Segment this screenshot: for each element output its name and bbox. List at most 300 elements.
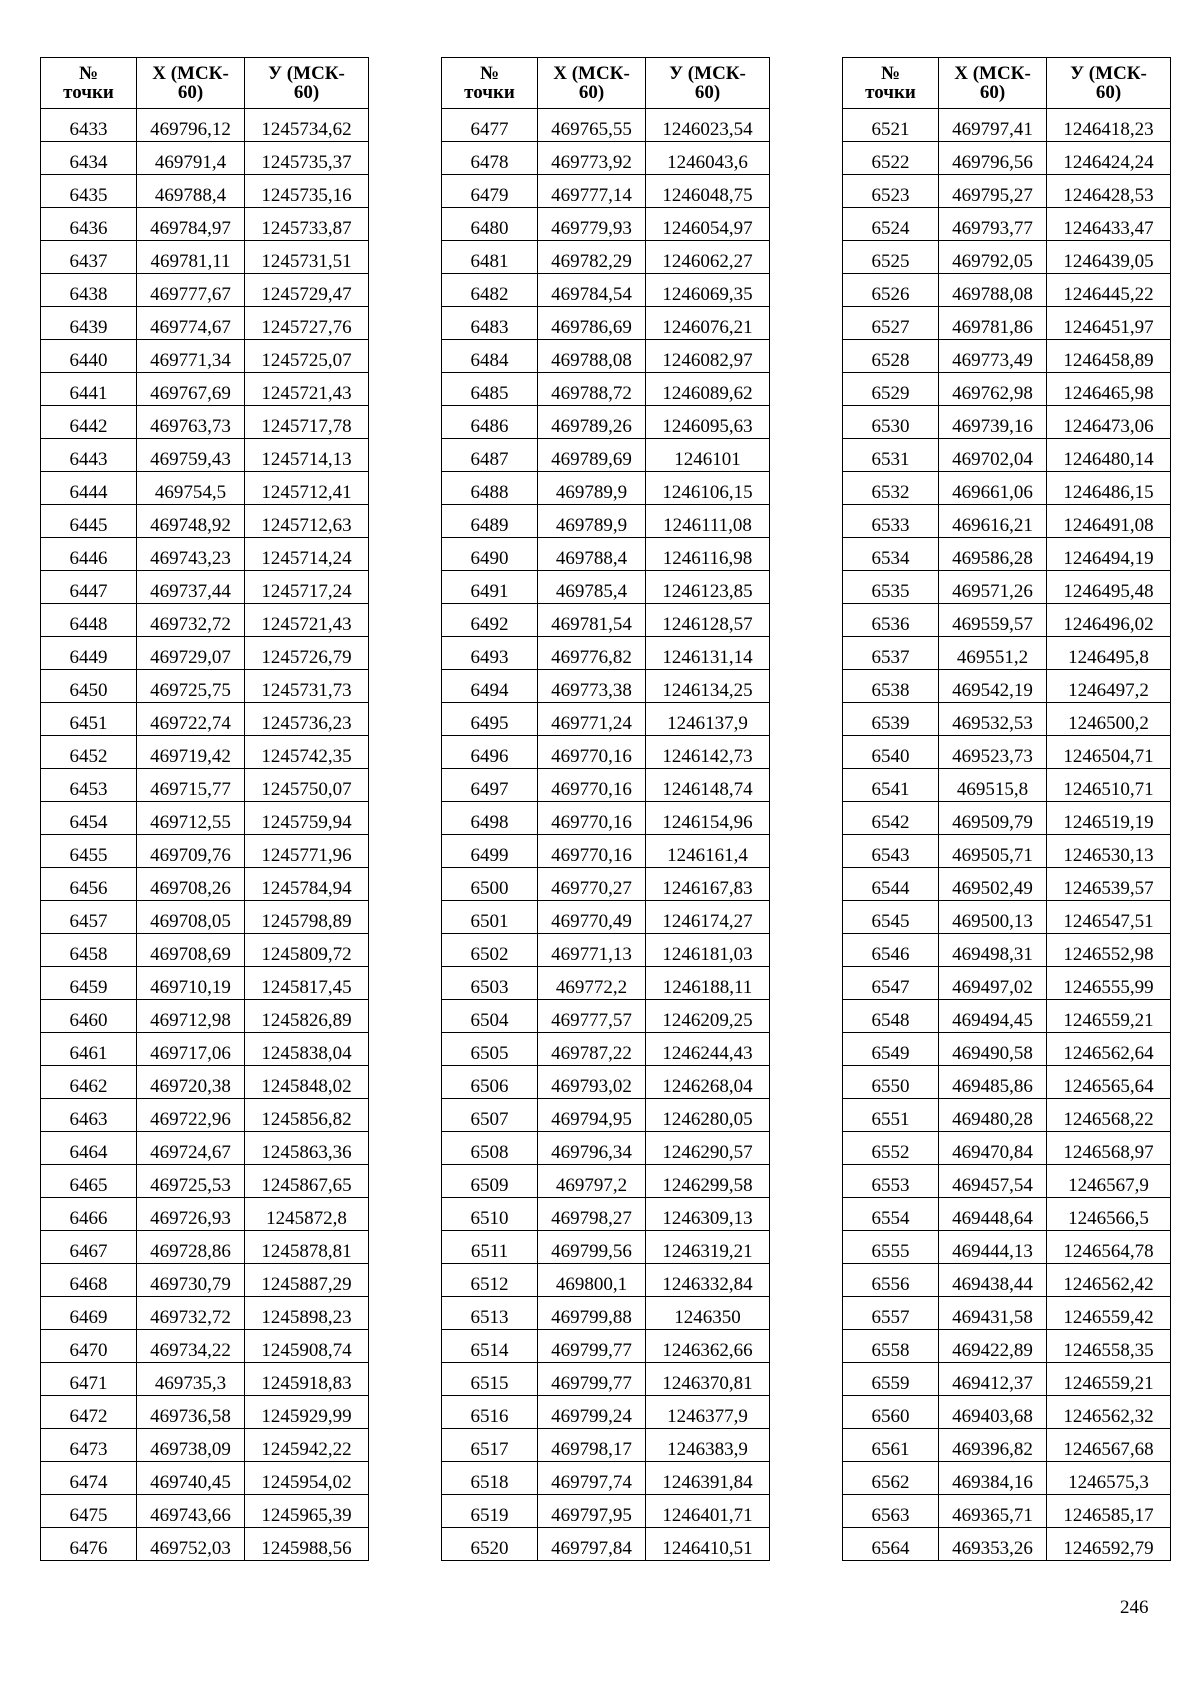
cell-value: 469797,84 xyxy=(551,1538,632,1559)
table-header-row xyxy=(442,58,770,109)
cell-value: 469532,53 xyxy=(952,713,1033,734)
point-number-cell xyxy=(843,1066,939,1099)
cell-value: 6531 xyxy=(871,449,910,470)
cell-value: 1245717,78 xyxy=(261,416,352,437)
cell-value: 469748,92 xyxy=(150,515,231,536)
x-coordinate-cell xyxy=(137,703,245,736)
cell-value: 6435 xyxy=(69,185,108,206)
cell-value: 6555 xyxy=(871,1241,910,1262)
x-coordinate-cell xyxy=(538,472,646,505)
cell-value: 1246076,21 xyxy=(662,317,753,338)
table-row xyxy=(442,1099,770,1132)
cell-value: 1245726,79 xyxy=(261,647,352,668)
cell-value: 469771,34 xyxy=(150,350,231,371)
cell-value: 469740,45 xyxy=(150,1472,231,1493)
y-coordinate-cell xyxy=(646,967,770,1000)
cell-value: 1245729,47 xyxy=(261,284,352,305)
cell-value: 469709,76 xyxy=(150,845,231,866)
x-coordinate-cell xyxy=(137,934,245,967)
cell-value: 1246465,98 xyxy=(1063,383,1154,404)
cell-value: 1245838,04 xyxy=(261,1043,352,1064)
cell-value: 1246268,04 xyxy=(662,1076,753,1097)
cell-value: 1246575,3 xyxy=(1068,1472,1149,1493)
cell-value: 1245712,41 xyxy=(261,482,352,503)
table-row xyxy=(843,1033,1171,1066)
cell-value: 469353,26 xyxy=(952,1538,1033,1559)
cell-value: 6448 xyxy=(69,614,108,635)
cell-value: 469708,05 xyxy=(150,911,231,932)
x-coordinate-cell xyxy=(939,868,1047,901)
cell-value: 469797,95 xyxy=(551,1505,632,1526)
cell-value: 1246433,47 xyxy=(1063,218,1154,239)
table-row xyxy=(843,406,1171,439)
y-coordinate-cell xyxy=(245,241,369,274)
point-number-cell xyxy=(41,1363,137,1396)
table-row xyxy=(41,373,369,406)
cell-value: 469722,74 xyxy=(150,713,231,734)
cell-value: 1245742,35 xyxy=(261,746,352,767)
x-coordinate-cell xyxy=(939,307,1047,340)
cell-value: 6433 xyxy=(69,119,108,140)
y-coordinate-cell xyxy=(646,340,770,373)
point-number-cell xyxy=(843,637,939,670)
point-number-cell xyxy=(843,472,939,505)
cell-value: 1245988,56 xyxy=(261,1538,352,1559)
table-row xyxy=(442,1066,770,1099)
cell-value: 6546 xyxy=(871,944,910,965)
cell-value: 1246491,08 xyxy=(1063,515,1154,536)
table-row xyxy=(843,142,1171,175)
cell-value: 469799,77 xyxy=(551,1340,632,1361)
cell-value: 6517 xyxy=(470,1439,509,1460)
y-coordinate-cell xyxy=(245,340,369,373)
point-number-cell xyxy=(442,439,538,472)
cell-value: 6491 xyxy=(470,581,509,602)
cell-value: 469743,66 xyxy=(150,1505,231,1526)
y-coordinate-cell xyxy=(1047,307,1171,340)
x-coordinate-cell xyxy=(538,1363,646,1396)
table-row xyxy=(843,307,1171,340)
point-number-cell xyxy=(442,1033,538,1066)
point-number-cell xyxy=(442,1231,538,1264)
cell-value: 469523,73 xyxy=(952,746,1033,767)
table-row xyxy=(41,274,369,307)
point-number-cell xyxy=(41,505,137,538)
cell-value: 6439 xyxy=(69,317,108,338)
cell-value: 6521 xyxy=(871,119,910,140)
cell-value: 1246445,22 xyxy=(1063,284,1154,305)
y-coordinate-cell xyxy=(1047,1297,1171,1330)
y-coordinate-cell xyxy=(245,538,369,571)
cell-value: 469771,24 xyxy=(551,713,632,734)
header-text: Х (МСК- xyxy=(553,63,630,84)
y-coordinate-cell xyxy=(646,1132,770,1165)
cell-value: 6545 xyxy=(871,911,910,932)
point-number-cell xyxy=(843,703,939,736)
y-coordinate-cell xyxy=(245,142,369,175)
x-coordinate-cell xyxy=(137,1462,245,1495)
cell-value: 6512 xyxy=(470,1274,509,1295)
table-row xyxy=(41,472,369,505)
cell-value: 1246142,73 xyxy=(662,746,753,767)
y-coordinate-cell xyxy=(245,505,369,538)
cell-value: 469551,2 xyxy=(956,647,1029,668)
x-coordinate-cell xyxy=(137,1066,245,1099)
point-number-cell xyxy=(442,934,538,967)
header-text: 60) xyxy=(1095,82,1122,103)
table-header-row xyxy=(41,58,369,109)
table-row xyxy=(843,1462,1171,1495)
x-coordinate-cell xyxy=(538,670,646,703)
cell-value: 1246391,84 xyxy=(662,1472,753,1493)
cell-value: 469480,28 xyxy=(952,1109,1033,1130)
cell-value: 6520 xyxy=(470,1538,509,1559)
table-row xyxy=(843,769,1171,802)
point-number-cell xyxy=(843,538,939,571)
x-coordinate-cell xyxy=(137,802,245,835)
point-number-cell xyxy=(41,670,137,703)
x-coordinate-cell xyxy=(137,472,245,505)
x-coordinate-cell xyxy=(538,736,646,769)
cell-value: 469788,4 xyxy=(154,185,227,206)
x-coordinate-cell xyxy=(538,637,646,670)
cell-value: 469789,9 xyxy=(555,515,628,536)
point-number-cell xyxy=(41,175,137,208)
cell-value: 1246123,85 xyxy=(662,581,753,602)
cell-value: 6547 xyxy=(871,977,910,998)
cell-value: 469777,57 xyxy=(551,1010,632,1031)
cell-value: 6524 xyxy=(871,218,910,239)
table-row xyxy=(843,505,1171,538)
table-row xyxy=(41,1495,369,1528)
point-number-cell xyxy=(442,736,538,769)
cell-value: 1246244,43 xyxy=(662,1043,753,1064)
cell-value: 6456 xyxy=(69,878,108,899)
y-coordinate-cell xyxy=(245,472,369,505)
x-coordinate-cell xyxy=(137,1132,245,1165)
x-coordinate-cell xyxy=(538,1099,646,1132)
table-row xyxy=(843,868,1171,901)
cell-value: 1246530,13 xyxy=(1063,845,1154,866)
cell-value: 1246504,71 xyxy=(1063,746,1154,767)
table-row xyxy=(41,1330,369,1363)
y-coordinate-cell xyxy=(646,109,770,142)
cell-value: 1245714,13 xyxy=(261,449,352,470)
y-coordinate-cell xyxy=(245,1132,369,1165)
cell-value: 469773,49 xyxy=(952,350,1033,371)
x-coordinate-cell xyxy=(939,1231,1047,1264)
y-coordinate-cell xyxy=(1047,109,1171,142)
cell-value: 1246148,74 xyxy=(662,779,753,800)
cell-value: 6449 xyxy=(69,647,108,668)
cell-value: 6563 xyxy=(871,1505,910,1526)
y-coordinate-cell xyxy=(1047,1495,1171,1528)
table-row xyxy=(442,1363,770,1396)
table-row xyxy=(442,637,770,670)
y-coordinate-cell xyxy=(245,1330,369,1363)
table-row xyxy=(41,1231,369,1264)
cell-value: 6504 xyxy=(470,1010,509,1031)
cell-value: 6476 xyxy=(69,1538,108,1559)
cell-value: 6479 xyxy=(470,185,509,206)
cell-value: 1246370,81 xyxy=(662,1373,753,1394)
y-coordinate-cell xyxy=(1047,472,1171,505)
cell-value: 469735,3 xyxy=(154,1373,227,1394)
cell-value: 6475 xyxy=(69,1505,108,1526)
cell-value: 469782,29 xyxy=(551,251,632,272)
point-number-cell xyxy=(442,868,538,901)
header-text: точки xyxy=(63,82,114,103)
point-number-cell xyxy=(442,1462,538,1495)
cell-value: 469763,73 xyxy=(150,416,231,437)
cell-value: 6468 xyxy=(69,1274,108,1295)
x-coordinate-cell xyxy=(538,1396,646,1429)
cell-value: 469781,54 xyxy=(551,614,632,635)
cell-value: 469759,43 xyxy=(150,449,231,470)
y-coordinate-cell xyxy=(245,1495,369,1528)
cell-value: 6453 xyxy=(69,779,108,800)
table-row xyxy=(442,406,770,439)
table-row xyxy=(41,1000,369,1033)
table-row xyxy=(843,538,1171,571)
cell-value: 6459 xyxy=(69,977,108,998)
y-coordinate-cell xyxy=(646,604,770,637)
table-row xyxy=(442,1528,770,1561)
point-number-cell xyxy=(843,604,939,637)
cell-value: 6474 xyxy=(69,1472,108,1493)
point-number-cell xyxy=(843,307,939,340)
cell-value: 1246095,63 xyxy=(662,416,753,437)
table-row xyxy=(41,802,369,835)
cell-value: 6552 xyxy=(871,1142,910,1163)
point-number-cell xyxy=(41,1198,137,1231)
x-coordinate-cell xyxy=(137,1033,245,1066)
cell-value: 1245863,36 xyxy=(261,1142,352,1163)
point-number-cell xyxy=(442,109,538,142)
y-coordinate-cell xyxy=(1047,1462,1171,1495)
y-coordinate-cell xyxy=(646,142,770,175)
x-coordinate-cell xyxy=(137,439,245,472)
point-number-header xyxy=(41,58,137,109)
cell-value: 1246377,9 xyxy=(667,1406,748,1427)
table-row xyxy=(41,769,369,802)
x-coordinate-cell xyxy=(538,835,646,868)
cell-value: 469498,31 xyxy=(952,944,1033,965)
point-number-cell xyxy=(442,1396,538,1429)
cell-value: 469559,57 xyxy=(952,614,1033,635)
cell-value: 469515,8 xyxy=(956,779,1029,800)
cell-value: 1246567,9 xyxy=(1068,1175,1149,1196)
cell-value: 6528 xyxy=(871,350,910,371)
y-coordinate-cell xyxy=(245,802,369,835)
table-row xyxy=(442,241,770,274)
table-row xyxy=(843,670,1171,703)
point-number-cell xyxy=(843,1198,939,1231)
cell-value: 6536 xyxy=(871,614,910,635)
table-row xyxy=(41,208,369,241)
cell-value: 6543 xyxy=(871,845,910,866)
point-number-cell xyxy=(41,340,137,373)
x-coordinate-cell xyxy=(939,670,1047,703)
x-coordinate-cell xyxy=(137,307,245,340)
cell-value: 1246585,17 xyxy=(1063,1505,1154,1526)
cell-value: 6450 xyxy=(69,680,108,701)
y-coordinate-cell xyxy=(245,967,369,1000)
y-coordinate-cell xyxy=(245,901,369,934)
point-number-cell xyxy=(442,373,538,406)
table-row xyxy=(843,967,1171,1000)
x-coordinate-cell xyxy=(137,868,245,901)
x-coordinate-cell xyxy=(137,769,245,802)
cell-value: 1245809,72 xyxy=(261,944,352,965)
y-coordinate-cell xyxy=(646,1429,770,1462)
cell-value: 469739,16 xyxy=(952,416,1033,437)
cell-value: 469720,38 xyxy=(150,1076,231,1097)
point-number-cell xyxy=(41,703,137,736)
y-coordinate-cell xyxy=(245,835,369,868)
table-row xyxy=(442,1462,770,1495)
y-coordinate-cell xyxy=(646,1528,770,1561)
table-row xyxy=(41,538,369,571)
x-coordinate-cell xyxy=(939,439,1047,472)
header-text: У (МСК- xyxy=(669,63,746,84)
cell-value: 1246319,21 xyxy=(662,1241,753,1262)
cell-value: 6498 xyxy=(470,812,509,833)
x-coordinate-cell xyxy=(137,373,245,406)
cell-value: 1246473,06 xyxy=(1063,416,1154,437)
y-coordinate-cell xyxy=(1047,868,1171,901)
cell-value: 469571,26 xyxy=(952,581,1033,602)
y-coordinate-cell xyxy=(646,406,770,439)
cell-value: 6559 xyxy=(871,1373,910,1394)
cell-value: 469795,27 xyxy=(952,185,1033,206)
point-number-cell xyxy=(442,142,538,175)
y-coordinate-cell xyxy=(646,1264,770,1297)
point-number-cell xyxy=(843,670,939,703)
cell-value: 1246048,75 xyxy=(662,185,753,206)
table-row xyxy=(442,604,770,637)
y-coordinate-cell xyxy=(1047,1033,1171,1066)
point-number-cell xyxy=(41,637,137,670)
x-coordinate-cell xyxy=(137,1495,245,1528)
x-coordinate-cell xyxy=(137,967,245,1000)
point-number-cell xyxy=(41,1000,137,1033)
point-number-cell xyxy=(843,1330,939,1363)
cell-value: 1246401,71 xyxy=(662,1505,753,1526)
cell-value: 6541 xyxy=(871,779,910,800)
cell-value: 1245712,63 xyxy=(261,515,352,536)
cell-value: 1246562,64 xyxy=(1063,1043,1154,1064)
y-coordinate-cell xyxy=(646,472,770,505)
x-coordinate-header xyxy=(137,58,245,109)
cell-value: 6445 xyxy=(69,515,108,536)
point-number-cell xyxy=(843,1297,939,1330)
cell-value: 1246161,4 xyxy=(667,845,748,866)
cell-value: 469702,04 xyxy=(952,449,1033,470)
cell-value: 1246154,96 xyxy=(662,812,753,833)
cell-value: 6462 xyxy=(69,1076,108,1097)
y-coordinate-cell xyxy=(646,868,770,901)
point-number-cell xyxy=(442,1066,538,1099)
cell-value: 469457,54 xyxy=(952,1175,1033,1196)
cell-value: 1246486,15 xyxy=(1063,482,1154,503)
x-coordinate-cell xyxy=(939,1000,1047,1033)
table-row xyxy=(843,934,1171,967)
point-number-cell xyxy=(442,472,538,505)
cell-value: 469722,96 xyxy=(150,1109,231,1130)
x-coordinate-cell xyxy=(538,901,646,934)
table-row xyxy=(41,505,369,538)
y-coordinate-cell xyxy=(245,406,369,439)
cell-value: 6454 xyxy=(69,812,108,833)
table-row xyxy=(442,703,770,736)
cell-value: 1246106,15 xyxy=(662,482,753,503)
table-row xyxy=(442,868,770,901)
point-number-cell xyxy=(41,901,137,934)
cell-value: 469773,38 xyxy=(551,680,632,701)
y-coordinate-cell xyxy=(646,670,770,703)
y-coordinate-cell xyxy=(1047,835,1171,868)
header-text: 60) xyxy=(177,82,204,103)
coordinates-table-3 xyxy=(842,57,1171,1561)
x-coordinate-cell xyxy=(538,1330,646,1363)
y-coordinate-cell xyxy=(245,571,369,604)
cell-value: 469791,4 xyxy=(154,152,227,173)
y-coordinate-cell xyxy=(646,175,770,208)
table-row xyxy=(442,1132,770,1165)
cell-value: 469787,22 xyxy=(551,1043,632,1064)
table-row xyxy=(442,373,770,406)
table-row xyxy=(843,901,1171,934)
x-coordinate-cell xyxy=(538,1297,646,1330)
header-text: точки xyxy=(464,82,515,103)
cell-value: 6513 xyxy=(470,1307,509,1328)
table-row xyxy=(41,1165,369,1198)
cell-value: 1246510,71 xyxy=(1063,779,1154,800)
point-number-cell xyxy=(442,505,538,538)
x-coordinate-cell xyxy=(137,1528,245,1561)
cell-value: 6441 xyxy=(69,383,108,404)
y-coordinate-cell xyxy=(1047,1099,1171,1132)
x-coordinate-cell xyxy=(137,1099,245,1132)
point-number-cell xyxy=(843,505,939,538)
x-coordinate-cell xyxy=(939,802,1047,835)
x-coordinate-cell xyxy=(939,835,1047,868)
cell-value: 6447 xyxy=(69,581,108,602)
table-row xyxy=(843,208,1171,241)
table-row xyxy=(41,109,369,142)
point-number-cell xyxy=(442,769,538,802)
cell-value: 469789,69 xyxy=(551,449,632,470)
cell-value: 1245727,76 xyxy=(261,317,352,338)
y-coordinate-cell xyxy=(245,208,369,241)
x-coordinate-cell xyxy=(538,1429,646,1462)
cell-value: 6481 xyxy=(470,251,509,272)
cell-value: 1246555,99 xyxy=(1063,977,1154,998)
x-coordinate-cell xyxy=(939,175,1047,208)
table-row xyxy=(442,1495,770,1528)
x-coordinate-cell xyxy=(939,736,1047,769)
cell-value: 6477 xyxy=(470,119,509,140)
point-number-cell xyxy=(41,1396,137,1429)
cell-value: 1246082,97 xyxy=(662,350,753,371)
cell-value: 469502,49 xyxy=(952,878,1033,899)
y-coordinate-cell xyxy=(1047,538,1171,571)
y-coordinate-header xyxy=(1047,58,1171,109)
page-number: 246 xyxy=(1120,1597,1149,1618)
cell-value: 469781,11 xyxy=(150,251,231,272)
point-number-cell xyxy=(442,670,538,703)
